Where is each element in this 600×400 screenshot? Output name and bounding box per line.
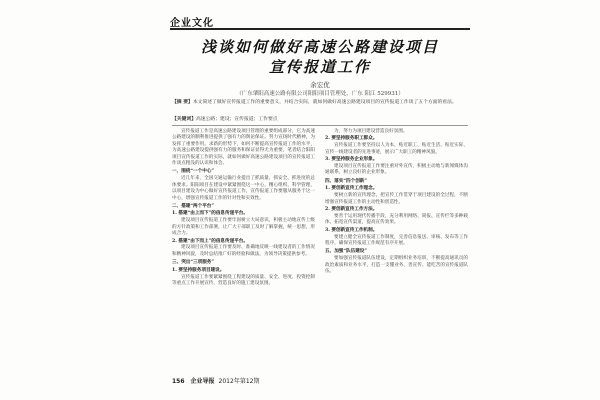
body-paragraph: 宣传报道工作是高速公路建设项目管理的重要组成部分，它为高速公路建设的顺利推进提供了强有力的舆论保证。努力宣扬时代精神，为发挥了重要作用。求新的形势下，如何不断提高宣传报道工作的水平，为高速公路建设提供强有力的服务和保证显得尤为重要，笔者结合阳阳项目宣传报道工作的实际，就如何做好高速公路建设项目的宣传报道工作谈点粗浅的认识和体会。: [172, 129, 315, 167]
journal-issue: 2012年第12期: [218, 378, 260, 385]
article-title-line-2: 宣传报道工作: [268, 58, 371, 76]
body-paragraph: 要善于运用现代传播手段，充分利用网络、简报、宣传栏等多种载体，拓宽宣传渠道，提高宣传效果。: [325, 213, 468, 226]
body-paragraph: 要建立健全宣传报道工作制度，完善信息报送、审核、发布等工作程序，确保宣传报道工作规范有序开展。: [325, 234, 468, 246]
author-name: 余宏优: [310, 81, 330, 89]
abstract-label: 【摘 要】: [172, 99, 193, 105]
section-tag: 企业文化: [170, 18, 214, 29]
body-paragraph: 宣传报道工作要紧紧围绕工程建设的质量、安全、进度、投资控制等重点工作开展宣传，营造良好的施工建设氛围。: [172, 274, 315, 286]
abstract-text: 本文简述了做好宣传报道工作的重要意义，并结合实际，就如何做好高速公路建设项目的宣传报道工作谈了五个方面的看法。: [192, 100, 457, 105]
body-paragraph: 建设项目宣传报道工作要注重对外宣传，积极主动地与新闻媒体沟通联系，树立良好的企业形象。: [325, 164, 468, 176]
section-heading: 1. 搭建“由上而下”的信息传递平台。: [172, 211, 248, 217]
section-heading: 三、突出“三项服务”: [172, 260, 215, 266]
body-paragraph: 建设项目宣传报道工作要牢固树立大局意识，积极主动地宣传上级的方针政策和工作部署，让广大干部职工及时了解掌握，统一思想，形成合力。: [172, 218, 315, 237]
body-paragraph: 建设项目宣传报道工作要及时、准确地反映一线建设者的工作情况和精神风貌，及时总结推广好的经验和做法，为领导决策提供参考。: [172, 245, 315, 257]
author-affiliation: （广东肇阳高速公路有限公司阳阳项目管理处，广东 阳江 529931）: [236, 91, 404, 97]
body-paragraph: 要树立新的宣传理念，把宣传工作贯穿于项目建设的全过程，不断增强宣传报道工作的主动性和创造性。: [325, 193, 468, 205]
keywords: [172, 116, 468, 123]
section-heading: 一、围绕“一个中心”: [172, 169, 215, 175]
section-heading: 五、加强“队伍建设”: [325, 249, 368, 255]
body-column-right: [325, 129, 468, 276]
body-column-left: [172, 129, 315, 288]
section-heading: 3. 要坚持服务企业形象。: [325, 157, 378, 163]
article-title-line-1: 浅谈如何做好高速公路建设项目: [200, 38, 439, 56]
section-heading: 1. 要创新宣传工作理念。: [325, 186, 378, 192]
section-heading: 2. 要坚持服务职工群众。: [325, 136, 378, 142]
section-heading: 二、搭建“两个平台”: [172, 203, 215, 209]
page-footer: [172, 376, 472, 385]
journal-name: 企业导报: [190, 378, 215, 385]
section-heading: 2. 要创新宣传工作方法。: [325, 206, 378, 212]
keywords-text: 高速公路；建设；宣传报道；工作要点: [196, 117, 278, 122]
body-paragraph: 近几年来，全国交通运输行业提出了抓质量、抓安全、抓进度的总体要求。阳阳项目在建设中紧紧围绕这一中心，精心组织，科学管理，以项目建设为中心做好宣传报道工作，宣传报道工作要服从服务于这一中心，增强宣传报道工作的针对性和实效性。: [172, 176, 315, 201]
header-rule: [170, 28, 470, 30]
section-heading: 1. 要坚持服务项目建设。: [172, 267, 225, 273]
section-heading: 四、落实“四个创新”: [325, 178, 368, 184]
abstract: [172, 99, 468, 106]
section-heading: 3. 要创新宣传工作机制。: [325, 227, 378, 233]
divider: [172, 125, 468, 126]
page-number: 156: [172, 378, 185, 385]
keywords-label: 【关键词】: [172, 116, 196, 122]
body-paragraph: 宣传报道工作要坚持以人为本，贴近职工、贴近生活、贴近实际，宣传一线建设者的先进事迹，展示广大职工的精神风貌。: [325, 143, 468, 155]
body-paragraph: 为，努力为项目建设营造良好氛围。: [334, 129, 408, 134]
section-heading: 2. 搭建“由下而上”的信息传递平台。: [172, 238, 248, 244]
body-paragraph: 要加强宣传报道队伍建设，定期组织业务培训，不断提高通讯员的政治素质和业务水平，打造一支懂业务、善宣传、能吃苦的宣传报道队伍。: [325, 256, 468, 275]
